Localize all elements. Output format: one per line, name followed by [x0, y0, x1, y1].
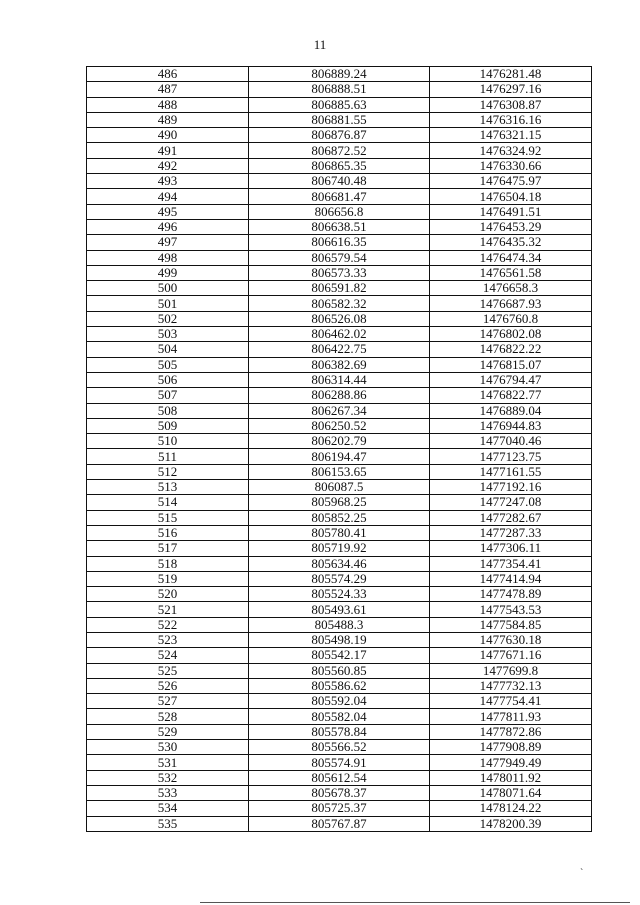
y-coordinate-cell: 1477247.08 [430, 495, 592, 510]
table-row [87, 724, 592, 739]
y-coordinate-cell: 1476802.08 [430, 327, 592, 342]
point-number-cell: 509 [87, 418, 249, 433]
table-row [87, 785, 592, 800]
point-number-cell: 527 [87, 694, 249, 709]
y-coordinate-cell: 1476944.83 [430, 418, 592, 433]
y-coordinate-cell: 1476491.51 [430, 204, 592, 219]
y-coordinate-cell: 1476687.93 [430, 296, 592, 311]
y-coordinate-cell: 1478071.64 [430, 785, 592, 800]
point-number-cell: 528 [87, 709, 249, 724]
coordinates-table [86, 66, 592, 832]
point-number-cell: 513 [87, 480, 249, 495]
x-coordinate-cell: 806582.32 [249, 296, 430, 311]
table-row [87, 587, 592, 602]
table-row [87, 296, 592, 311]
y-coordinate-cell: 1476435.32 [430, 235, 592, 250]
y-coordinate-cell: 1476760.8 [430, 311, 592, 326]
y-coordinate-cell: 1477414.94 [430, 571, 592, 586]
x-coordinate-cell: 805582.04 [249, 709, 430, 724]
x-coordinate-cell: 806876.87 [249, 128, 430, 143]
x-coordinate-cell: 806202.79 [249, 434, 430, 449]
x-coordinate-cell: 806153.65 [249, 464, 430, 479]
y-coordinate-cell: 1477161.55 [430, 464, 592, 479]
table-row [87, 372, 592, 387]
point-number-cell: 526 [87, 678, 249, 693]
table-row [87, 235, 592, 250]
table-row [87, 709, 592, 724]
y-coordinate-cell: 1476561.58 [430, 265, 592, 280]
x-coordinate-cell: 806638.51 [249, 219, 430, 234]
y-coordinate-cell: 1477908.89 [430, 740, 592, 755]
table-row [87, 311, 592, 326]
point-number-cell: 533 [87, 785, 249, 800]
table-row [87, 250, 592, 265]
y-coordinate-cell: 1476504.18 [430, 189, 592, 204]
point-number-cell: 532 [87, 770, 249, 785]
table-row [87, 663, 592, 678]
y-coordinate-cell: 1477282.67 [430, 510, 592, 525]
x-coordinate-cell: 806872.52 [249, 143, 430, 158]
x-coordinate-cell: 805612.54 [249, 770, 430, 785]
x-coordinate-cell: 806656.8 [249, 204, 430, 219]
point-number-cell: 493 [87, 174, 249, 189]
x-coordinate-cell: 806579.54 [249, 250, 430, 265]
table-row [87, 357, 592, 372]
x-coordinate-cell: 805725.37 [249, 801, 430, 816]
table-row [87, 418, 592, 433]
x-coordinate-cell: 805578.84 [249, 724, 430, 739]
x-coordinate-cell: 806250.52 [249, 418, 430, 433]
point-number-cell: 517 [87, 541, 249, 556]
table-row [87, 388, 592, 403]
point-number-cell: 494 [87, 189, 249, 204]
y-coordinate-cell: 1477630.18 [430, 632, 592, 647]
point-number-cell: 498 [87, 250, 249, 265]
table-row [87, 219, 592, 234]
y-coordinate-cell: 1478011.92 [430, 770, 592, 785]
point-number-cell: 508 [87, 403, 249, 418]
x-coordinate-cell: 805968.25 [249, 495, 430, 510]
x-coordinate-cell: 806740.48 [249, 174, 430, 189]
table-row [87, 648, 592, 663]
point-number-cell: 512 [87, 464, 249, 479]
y-coordinate-cell: 1476474.34 [430, 250, 592, 265]
y-coordinate-cell: 1477287.33 [430, 525, 592, 540]
table-row [87, 143, 592, 158]
x-coordinate-cell: 805574.29 [249, 571, 430, 586]
point-number-cell: 520 [87, 587, 249, 602]
point-number-cell: 492 [87, 158, 249, 173]
table-row [87, 617, 592, 632]
point-number-cell: 504 [87, 342, 249, 357]
x-coordinate-cell: 806267.34 [249, 403, 430, 418]
y-coordinate-cell: 1477543.53 [430, 602, 592, 617]
x-coordinate-cell: 805498.19 [249, 632, 430, 647]
table-row [87, 97, 592, 112]
point-number-cell: 490 [87, 128, 249, 143]
bottom-rule [200, 902, 630, 903]
y-coordinate-cell: 1477699.8 [430, 663, 592, 678]
point-number-cell: 503 [87, 327, 249, 342]
y-coordinate-cell: 1477949.49 [430, 755, 592, 770]
point-number-cell: 534 [87, 801, 249, 816]
x-coordinate-cell: 806616.35 [249, 235, 430, 250]
y-coordinate-cell: 1477192.16 [430, 480, 592, 495]
x-coordinate-cell: 805488.3 [249, 617, 430, 632]
table-row [87, 602, 592, 617]
y-coordinate-cell: 1476822.22 [430, 342, 592, 357]
point-number-cell: 506 [87, 372, 249, 387]
table-row [87, 694, 592, 709]
x-coordinate-cell: 806462.02 [249, 327, 430, 342]
x-coordinate-cell: 806681.47 [249, 189, 430, 204]
x-coordinate-cell: 805678.37 [249, 785, 430, 800]
point-number-cell: 497 [87, 235, 249, 250]
table-row [87, 571, 592, 586]
table-row [87, 449, 592, 464]
point-number-cell: 491 [87, 143, 249, 158]
point-number-cell: 516 [87, 525, 249, 540]
x-coordinate-cell: 805542.17 [249, 648, 430, 663]
table-row [87, 510, 592, 525]
table-row [87, 740, 592, 755]
x-coordinate-cell: 806591.82 [249, 281, 430, 296]
y-coordinate-cell: 1476794.47 [430, 372, 592, 387]
point-number-cell: 519 [87, 571, 249, 586]
corner-mark: ` [580, 868, 584, 879]
table-row [87, 67, 592, 82]
table-row [87, 755, 592, 770]
point-number-cell: 487 [87, 82, 249, 97]
y-coordinate-cell: 1476316.16 [430, 112, 592, 127]
x-coordinate-cell: 805780.41 [249, 525, 430, 540]
x-coordinate-cell: 805592.04 [249, 694, 430, 709]
x-coordinate-cell: 806087.5 [249, 480, 430, 495]
point-number-cell: 529 [87, 724, 249, 739]
table-row [87, 342, 592, 357]
point-number-cell: 518 [87, 556, 249, 571]
table-row [87, 434, 592, 449]
y-coordinate-cell: 1476815.07 [430, 357, 592, 372]
table-row [87, 525, 592, 540]
y-coordinate-cell: 1476330.66 [430, 158, 592, 173]
y-coordinate-cell: 1476324.92 [430, 143, 592, 158]
y-coordinate-cell: 1476308.87 [430, 97, 592, 112]
table-row [87, 495, 592, 510]
point-number-cell: 525 [87, 663, 249, 678]
point-number-cell: 515 [87, 510, 249, 525]
table-row [87, 204, 592, 219]
point-number-cell: 486 [87, 67, 249, 82]
x-coordinate-cell: 805493.61 [249, 602, 430, 617]
y-coordinate-cell: 1476889.04 [430, 403, 592, 418]
table-row [87, 480, 592, 495]
x-coordinate-cell: 805524.33 [249, 587, 430, 602]
x-coordinate-cell: 806314.44 [249, 372, 430, 387]
x-coordinate-cell: 805767.87 [249, 816, 430, 831]
y-coordinate-cell: 1476281.48 [430, 67, 592, 82]
x-coordinate-cell: 806881.55 [249, 112, 430, 127]
y-coordinate-cell: 1476453.29 [430, 219, 592, 234]
y-coordinate-cell: 1476658.3 [430, 281, 592, 296]
table-row [87, 327, 592, 342]
y-coordinate-cell: 1476475.97 [430, 174, 592, 189]
coordinates-table-body [87, 67, 592, 832]
y-coordinate-cell: 1478200.39 [430, 816, 592, 831]
y-coordinate-cell: 1477040.46 [430, 434, 592, 449]
y-coordinate-cell: 1477811.93 [430, 709, 592, 724]
y-coordinate-cell: 1477354.41 [430, 556, 592, 571]
point-number-cell: 500 [87, 281, 249, 296]
y-coordinate-cell: 1476822.77 [430, 388, 592, 403]
point-number-cell: 535 [87, 816, 249, 831]
point-number-cell: 521 [87, 602, 249, 617]
x-coordinate-cell: 805560.85 [249, 663, 430, 678]
point-number-cell: 514 [87, 495, 249, 510]
y-coordinate-cell: 1476321.15 [430, 128, 592, 143]
table-row [87, 281, 592, 296]
point-number-cell: 530 [87, 740, 249, 755]
table-row [87, 816, 592, 831]
x-coordinate-cell: 805586.62 [249, 678, 430, 693]
x-coordinate-cell: 806888.51 [249, 82, 430, 97]
x-coordinate-cell: 806382.69 [249, 357, 430, 372]
x-coordinate-cell: 806573.33 [249, 265, 430, 280]
page-number: 11 [313, 37, 327, 52]
point-number-cell: 511 [87, 449, 249, 464]
y-coordinate-cell: 1477478.89 [430, 587, 592, 602]
y-coordinate-cell: 1477754.41 [430, 694, 592, 709]
point-number-cell: 531 [87, 755, 249, 770]
table-row [87, 801, 592, 816]
x-coordinate-cell: 806194.47 [249, 449, 430, 464]
x-coordinate-cell: 806288.86 [249, 388, 430, 403]
x-coordinate-cell: 806885.63 [249, 97, 430, 112]
y-coordinate-cell: 1478124.22 [430, 801, 592, 816]
y-coordinate-cell: 1477872.86 [430, 724, 592, 739]
x-coordinate-cell: 806889.24 [249, 67, 430, 82]
x-coordinate-cell: 805574.91 [249, 755, 430, 770]
point-number-cell: 522 [87, 617, 249, 632]
y-coordinate-cell: 1477123.75 [430, 449, 592, 464]
point-number-cell: 496 [87, 219, 249, 234]
y-coordinate-cell: 1477732.13 [430, 678, 592, 693]
table-row [87, 632, 592, 647]
point-number-cell: 510 [87, 434, 249, 449]
table-row [87, 464, 592, 479]
point-number-cell: 524 [87, 648, 249, 663]
x-coordinate-cell: 806526.08 [249, 311, 430, 326]
x-coordinate-cell: 805719.92 [249, 541, 430, 556]
y-coordinate-cell: 1477584.85 [430, 617, 592, 632]
point-number-cell: 488 [87, 97, 249, 112]
point-number-cell: 523 [87, 632, 249, 647]
y-coordinate-cell: 1477671.16 [430, 648, 592, 663]
point-number-cell: 499 [87, 265, 249, 280]
x-coordinate-cell: 805566.52 [249, 740, 430, 755]
table-row [87, 541, 592, 556]
table-row [87, 128, 592, 143]
x-coordinate-cell: 806422.75 [249, 342, 430, 357]
y-coordinate-cell: 1476297.16 [430, 82, 592, 97]
table-row [87, 158, 592, 173]
x-coordinate-cell: 806865.35 [249, 158, 430, 173]
table-row [87, 189, 592, 204]
x-coordinate-cell: 805852.25 [249, 510, 430, 525]
point-number-cell: 501 [87, 296, 249, 311]
point-number-cell: 502 [87, 311, 249, 326]
point-number-cell: 495 [87, 204, 249, 219]
table-row [87, 403, 592, 418]
table-row [87, 112, 592, 127]
table-row [87, 556, 592, 571]
table-row [87, 265, 592, 280]
table-row [87, 82, 592, 97]
y-coordinate-cell: 1477306.11 [430, 541, 592, 556]
point-number-cell: 505 [87, 357, 249, 372]
point-number-cell: 489 [87, 112, 249, 127]
table-row [87, 770, 592, 785]
table-row [87, 678, 592, 693]
table-row [87, 174, 592, 189]
x-coordinate-cell: 805634.46 [249, 556, 430, 571]
point-number-cell: 507 [87, 388, 249, 403]
